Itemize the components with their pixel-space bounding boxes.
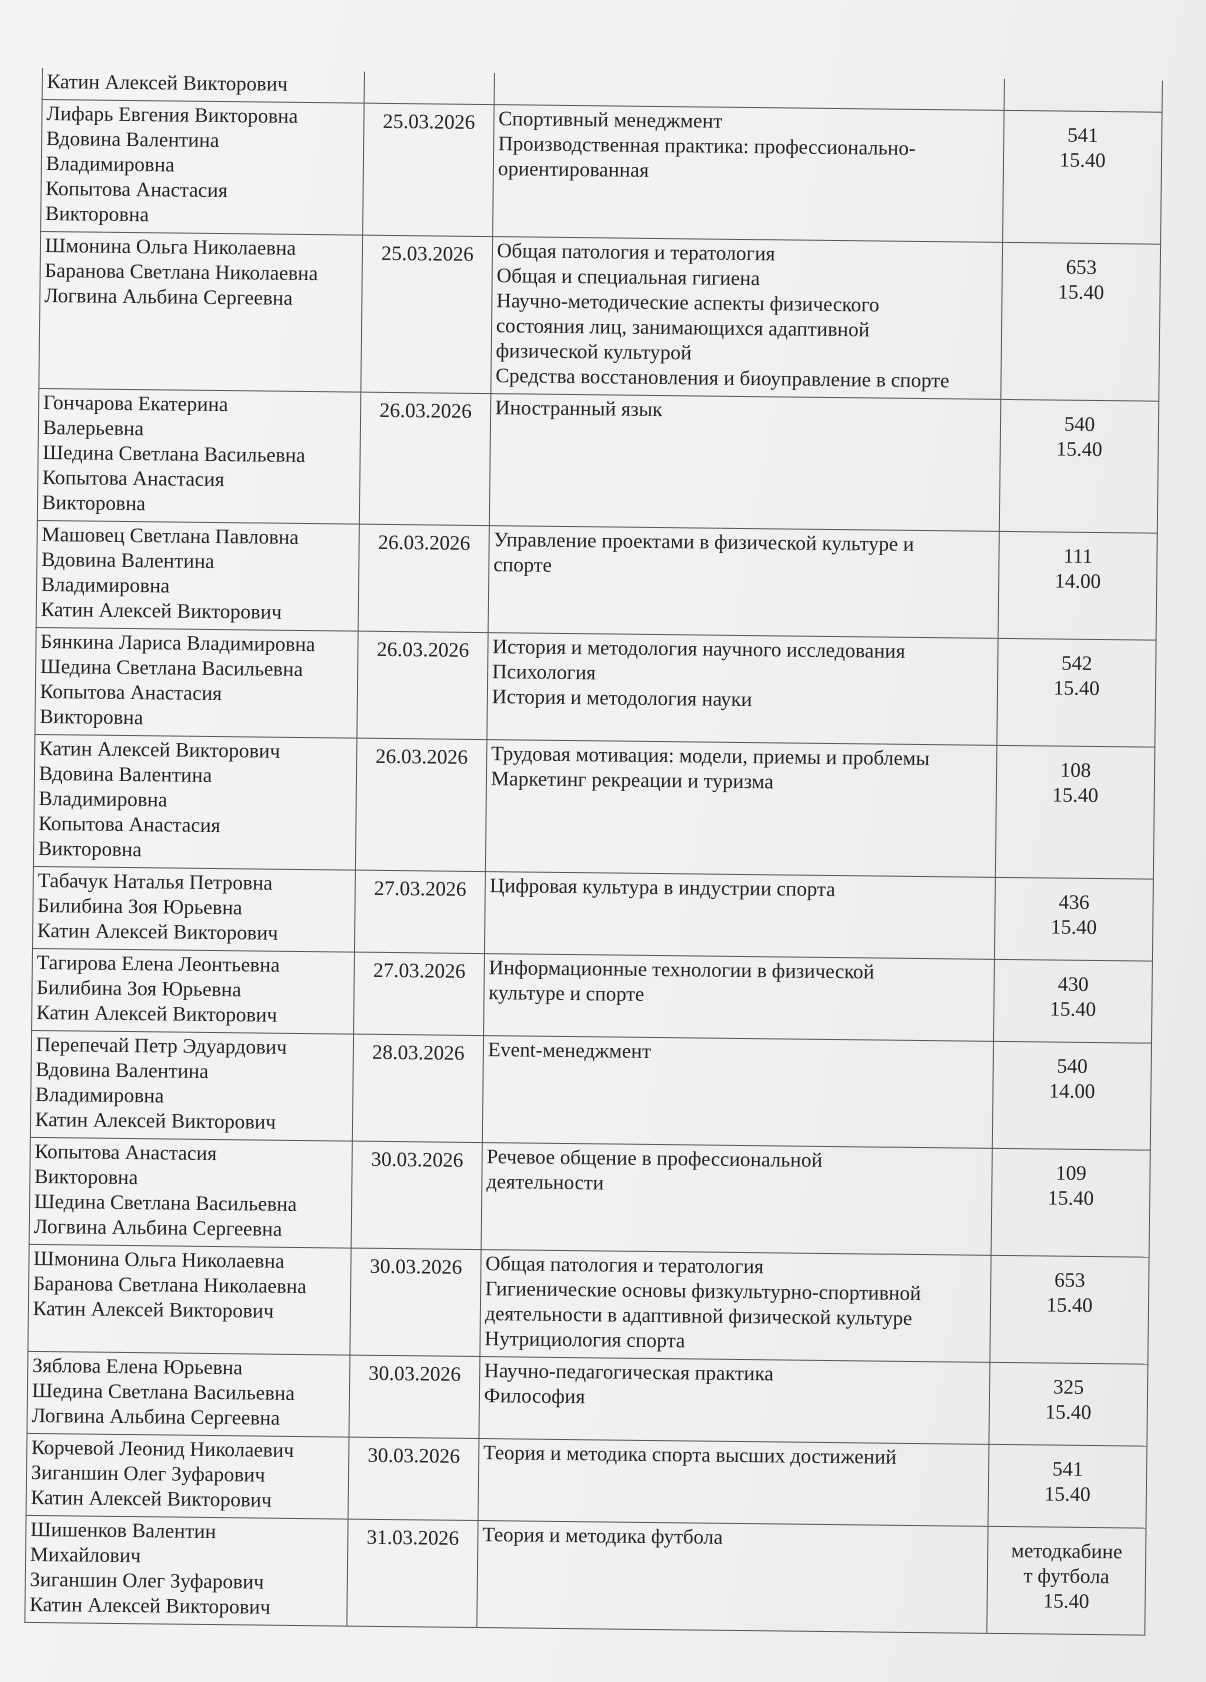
room: 108: [1060, 759, 1092, 782]
room: 540: [1064, 413, 1096, 436]
exam-date: 27.03.2026: [373, 877, 467, 901]
exam-date: 31.03.2026: [366, 1526, 460, 1550]
room-time-cell: [997, 638, 1156, 747]
schedule-sheet: [24, 68, 1163, 1636]
commission-members-cell: [36, 520, 359, 631]
exam-date: 26.03.2026: [377, 531, 471, 555]
time: 15.40: [1050, 916, 1097, 940]
commission-members: Копытова Анастасия Викторовна Шедина Светлана Васильевна Логвина Альбина Сергеевна: [33, 1140, 297, 1241]
exam-date-cell: [359, 392, 490, 525]
commission-members-cell: [33, 866, 356, 952]
room: 436: [1058, 891, 1090, 914]
subjects: Информационные технологии в физической культуре и спорте: [488, 957, 875, 1006]
time: 15.40: [1053, 677, 1100, 701]
commission-members-cell: [27, 1351, 350, 1437]
exam-date: 30.03.2026: [368, 1362, 461, 1386]
commission-members-cell: [30, 1030, 353, 1141]
exam-date-cell: [357, 631, 488, 739]
subjects: История и методология научного исследования Психология История и методология науки: [491, 636, 906, 712]
exam-date-cell: [363, 103, 494, 236]
commission-members: Тагирова Елена Леонтьевна Билибина Зоя Юрьевна Катин Алексей Викторович: [36, 951, 280, 1027]
subjects: Научно-педагогическая практика Философия: [483, 1360, 774, 1409]
exam-date-cell: [361, 235, 493, 393]
exam-date-cell: [364, 72, 494, 105]
table-row: [33, 734, 1154, 879]
subjects-cell: [489, 394, 1000, 532]
table-row: [41, 100, 1162, 245]
room-time-cell: [992, 1041, 1151, 1150]
time: 15.40: [1059, 149, 1106, 173]
commission-members: Корчевой Леонид Николаевич Зиганшин Олег Зуфарович Катин Алексей Викторович: [30, 1436, 295, 1512]
exam-date-cell: [355, 738, 486, 871]
commission-members-cell: [26, 1433, 349, 1519]
exam-date: 25.03.2026: [381, 242, 474, 266]
commission-members: Шмонина Ольга Николаевна Баранова Светлана Николаевна Катин Алексей Викторович: [32, 1247, 307, 1323]
exam-date: 30.03.2026: [370, 1148, 464, 1172]
room-time-cell: [987, 1526, 1146, 1635]
subjects-cell: [477, 1521, 988, 1634]
subjects: Управление проектами в физической культуре и спорте: [493, 529, 915, 577]
table-row: [33, 866, 1154, 961]
subjects: Цифровая культура в индустрии спорта: [489, 875, 836, 902]
room: 540: [1056, 1055, 1088, 1078]
time: 15.40: [1056, 438, 1103, 462]
room: 653: [1065, 256, 1097, 279]
room: 111: [1063, 545, 1093, 568]
room: 325: [1053, 1376, 1085, 1399]
commission-members: Перепечай Петр Эдуардович Вдовина Валентина Владимировна Катин Алексей Викторович: [34, 1033, 287, 1134]
table-row: [39, 231, 1161, 401]
exam-date: 26.03.2026: [375, 745, 468, 769]
room-time-cell: [1001, 242, 1161, 401]
subjects: Спортивный менеджмент Производственная практика: профессионально- ориентированная: [497, 108, 916, 182]
commission-members: Машовец Светлана Павловна Вдовина Валентина Владимировна Катин Алексей Викторович: [40, 524, 299, 624]
commission-members-cell: [29, 1137, 352, 1248]
commission-members: Гончарова Екатерина Валерьевна Шедина Светлана Васильевна Копытова Анастасия Викторовна: [41, 392, 306, 516]
exam-date-cell: [350, 1248, 481, 1356]
room: методкабине т футбола: [1011, 1540, 1123, 1589]
time: 15.40: [1046, 1294, 1093, 1317]
table-row: [30, 1030, 1151, 1150]
subjects-cell: [478, 1439, 989, 1527]
subjects: Общая патология и тератология Общая и специальная гигиена Научно-методические аспекты физического состояния лиц, занимающихся адаптивной физической культурой Средства восстановления и биоуправление в спорте: [495, 240, 950, 393]
room-time-cell: [994, 877, 1153, 961]
room-time-cell: [998, 531, 1157, 640]
subjects-cell: [488, 526, 999, 639]
table-row: [28, 1244, 1149, 1364]
commission-members-cell: [28, 1244, 351, 1355]
exam-date: 30.03.2026: [369, 1255, 463, 1279]
exam-date-cell: [348, 1437, 479, 1520]
room-time-cell: [988, 1444, 1147, 1528]
table-row: [35, 627, 1156, 747]
commission-members-cell: [35, 627, 358, 738]
subjects-cell: [481, 1143, 992, 1256]
subjects-cell: [484, 954, 995, 1042]
exam-date: 27.03.2026: [373, 959, 466, 983]
exam-date: 26.03.2026: [376, 638, 470, 662]
commission-members: Лифарь Евгения Викторовна Вдовина Валентина Владимировна Копытова Анастасия Викторовна: [45, 103, 299, 227]
table-row: [29, 1137, 1150, 1257]
time: 15.40: [1057, 281, 1105, 305]
commission-members-cell: [33, 734, 356, 870]
subjects-cell: [482, 1036, 993, 1149]
subjects-cell: [487, 633, 998, 746]
commission-members-cell: [42, 68, 364, 103]
subjects-cell: [493, 105, 1004, 243]
subjects-cell: [491, 237, 1003, 400]
commission-members-cell: [25, 1515, 348, 1626]
table-row: [27, 1351, 1148, 1446]
exam-date-cell: [349, 1355, 480, 1438]
time: 15.40: [1044, 1483, 1091, 1506]
commission-members: Катин Алексей Викторович Вдовина Валентина Владимировна Копытова Анастасия Викторовна: [38, 738, 281, 862]
time: 15.40: [1042, 1590, 1090, 1613]
exam-date-cell: [354, 952, 485, 1035]
subjects: [499, 75, 1000, 81]
time: 14.00: [1054, 570, 1101, 594]
commission-members-cell: [37, 388, 360, 524]
subjects: Теория и методика спорта высших достижений: [483, 1442, 897, 1469]
time: 15.40: [1045, 1401, 1092, 1424]
subjects: Теория и методика футбола: [482, 1524, 723, 1549]
time: 14.00: [1048, 1080, 1096, 1104]
room: 109: [1055, 1162, 1087, 1185]
exam-date-cell: [347, 1519, 478, 1627]
schedule-table: [24, 68, 1163, 1636]
subjects: Трудовая мотивация: модели, приемы и проблемы Маркетинг рекреации и туризма: [490, 743, 930, 794]
commission-members: Катин Алексей Викторович: [46, 71, 288, 96]
time: 15.40: [1047, 1187, 1094, 1211]
commission-members-cell: [39, 231, 363, 392]
room: 430: [1057, 973, 1089, 996]
room: 541: [1052, 1458, 1084, 1481]
room: 542: [1061, 652, 1093, 675]
subjects: Общая патология и тератология Гигиенические основы физкультурно-спортивной деятельности в адаптивной физической культуре Нутрициология спорта: [484, 1253, 922, 1353]
room-time-cell: [1004, 79, 1162, 112]
commission-members: Шишенков Валентин Михайлович Зиганшин Олег Зуфарович Катин Алексей Викторович: [29, 1518, 271, 1619]
room-time-cell: [999, 399, 1158, 533]
commission-members: Шмонина Ольга Николаевна Баранова Светлана Николаевна Логвина Альбина Сергеевна: [44, 235, 319, 310]
time: 15.40: [1049, 998, 1097, 1022]
commission-members-cell: [32, 948, 355, 1034]
exam-date: 28.03.2026: [372, 1041, 465, 1065]
commission-members: Зяблова Елена Юрьевна Шедина Светлана Васильевна Логвина Альбина Сергеевна: [31, 1354, 295, 1430]
exam-date: 30.03.2026: [367, 1444, 461, 1468]
exam-date: 26.03.2026: [379, 399, 472, 423]
exam-date: [369, 78, 490, 79]
time: 15.40: [1052, 784, 1099, 808]
commission-members-cell: [41, 100, 364, 236]
exam-date-cell: [358, 524, 489, 632]
exam-date: 25.03.2026: [382, 110, 476, 134]
room: 653: [1054, 1269, 1086, 1292]
subjects-cell: [484, 872, 995, 960]
subjects-cell: [480, 1250, 991, 1363]
room-time-cell: [990, 1255, 1149, 1364]
table-row: [36, 520, 1157, 640]
table-row: [32, 948, 1153, 1043]
room-time-cell: [994, 959, 1153, 1043]
exam-date-cell: [351, 1141, 482, 1249]
table-row: [26, 1433, 1147, 1528]
room: 541: [1067, 124, 1099, 147]
subjects-cell: [479, 1357, 990, 1445]
table-row: [37, 388, 1158, 533]
commission-members: Бянкина Лариса Владимировна Шедина Светлана Васильевна Копытова Анастасия Викторовна: [39, 631, 316, 730]
exam-date-cell: [352, 1034, 483, 1142]
commission-members: Табачук Наталья Петровна Билибина Зоя Юрьевна Катин Алексей Викторович: [37, 870, 279, 945]
room-time-cell: [1003, 110, 1162, 244]
subjects-cell: [485, 740, 996, 878]
exam-date-cell: [354, 870, 485, 953]
schedule-rows: [25, 68, 1163, 1635]
room: [1009, 91, 1158, 93]
subjects: Event-менеджмент: [487, 1039, 652, 1063]
subjects: Речевое общение в профессиональной деятельности: [486, 1146, 823, 1195]
room-time-cell: [995, 745, 1154, 879]
time: [1009, 91, 1158, 93]
subjects: Иностранный язык: [495, 397, 663, 422]
table-row: [25, 1515, 1146, 1635]
room-time-cell: [991, 1148, 1150, 1257]
room-time-cell: [989, 1362, 1148, 1446]
